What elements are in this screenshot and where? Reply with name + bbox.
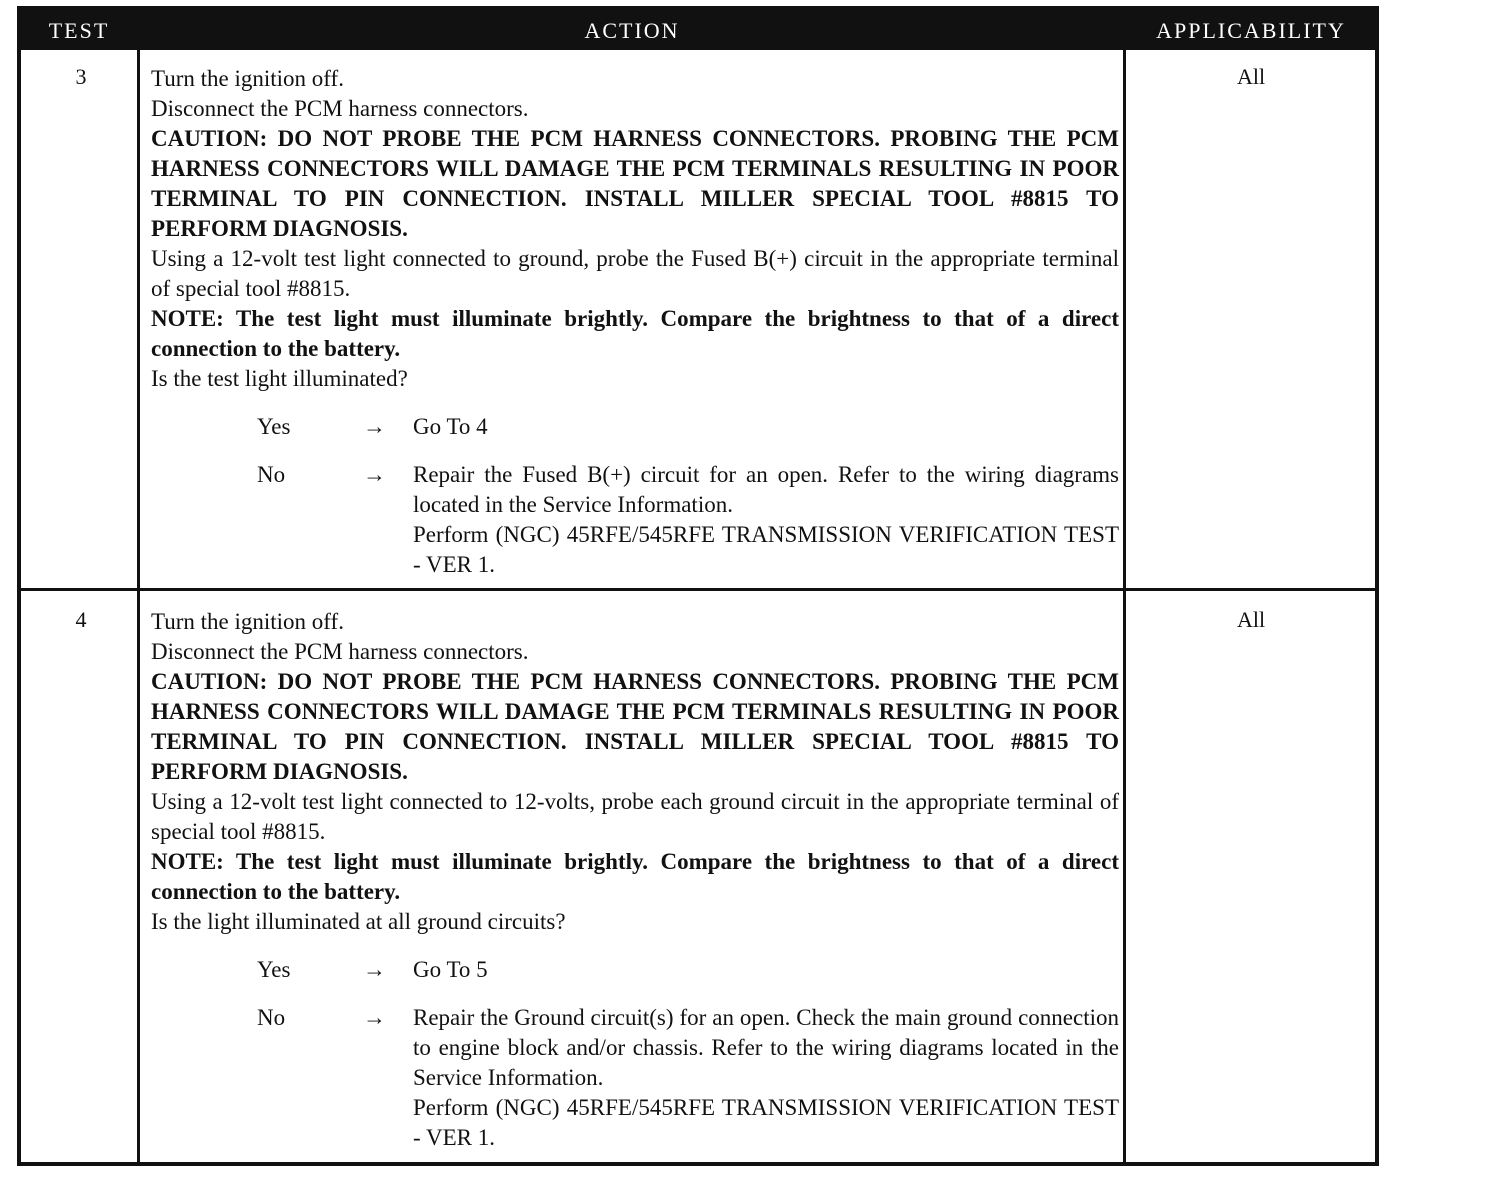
table-header xyxy=(21,10,1375,50)
no-text xyxy=(413,460,1119,580)
caution-text: CAUTION: DO NOT PROBE THE PCM HARNESS CONNECTORS. PROBING THE PCM HARNESS CONNECTORS WILL DAMAGE THE PCM TERMINALS RESULTING IN POOR TERMINAL TO PIN CONNECTION. INSTALL MILLER SPECIAL TOOL #8815 TO PERFORM DIAGNOSIS. xyxy=(151,669,1119,784)
action-cell xyxy=(151,607,1119,1153)
no-text-repair: Repair the Fused B(+) circuit for an open. Refer to the wiring diagrams located in the Service Information. xyxy=(413,462,1119,517)
no-text-repair: Repair the Ground circuit(s) for an open. Check the main ground connection to engine block and/or chassis. Refer to the wiring diagrams located in the Service Information. xyxy=(413,1005,1119,1090)
header-action: ACTION xyxy=(584,18,680,43)
no-label: No xyxy=(257,1005,286,1030)
test-number: 4 xyxy=(75,607,87,632)
instruction-text: Using a 12-volt test light connected to 12-volts, probe each ground circuit in the appropriate terminal of special tool #8815. xyxy=(151,789,1119,844)
applicability-cell: All xyxy=(1236,607,1266,632)
action-line: Turn the ignition off. xyxy=(151,609,344,634)
no-branch xyxy=(151,1003,1119,1153)
no-label: No xyxy=(257,462,286,487)
column-divider xyxy=(1123,50,1126,1162)
action-line: Turn the ignition off. xyxy=(151,66,344,91)
no-text-perform: Perform (NGC) 45RFE/545RFE TRANSMISSION VERIFICATION TEST - VER 1. xyxy=(413,1095,1119,1150)
instruction-text: Using a 12-volt test light connected to ground, probe the Fused B(+) circuit in the appropriate terminal of special tool #8815. xyxy=(151,246,1119,301)
no-text xyxy=(413,1003,1119,1153)
arrow-icon: → xyxy=(363,414,386,439)
diagnostic-table xyxy=(17,6,1379,1166)
no-text-perform: Perform (NGC) 45RFE/545RFE TRANSMISSION VERIFICATION TEST - VER 1. xyxy=(413,522,1119,577)
column-divider xyxy=(137,50,140,1162)
test-number: 3 xyxy=(75,64,87,89)
row-divider xyxy=(21,588,1375,591)
action-line: Disconnect the PCM harness connectors. xyxy=(151,639,529,664)
arrow-icon: → xyxy=(363,1005,386,1030)
yes-text: Go To 5 xyxy=(413,957,488,982)
no-branch xyxy=(151,460,1119,580)
yes-label: Yes xyxy=(257,414,291,439)
question-text: Is the light illuminated at all ground circuits? xyxy=(151,909,566,934)
note-text: NOTE: The test light must illuminate brightly. Compare the brightness to that of a direct connection to the battery. xyxy=(151,849,1119,904)
yes-branch xyxy=(151,412,1119,442)
yes-branch xyxy=(151,955,1119,985)
action-line: Disconnect the PCM harness connectors. xyxy=(151,96,529,121)
applicability-cell: All xyxy=(1236,64,1266,89)
question-text: Is the test light illuminated? xyxy=(151,366,408,391)
arrow-icon: → xyxy=(363,462,386,487)
header-test: TEST xyxy=(48,18,110,43)
yes-text: Go To 4 xyxy=(413,414,488,439)
caution-text: CAUTION: DO NOT PROBE THE PCM HARNESS CONNECTORS. PROBING THE PCM HARNESS CONNECTORS WILL DAMAGE THE PCM TERMINALS RESULTING IN POOR TERMINAL TO PIN CONNECTION. INSTALL MILLER SPECIAL TOOL #8815 TO PERFORM DIAGNOSIS. xyxy=(151,126,1119,241)
header-applicability: APPLICABILITY xyxy=(1156,18,1346,43)
yes-label: Yes xyxy=(257,957,291,982)
note-text: NOTE: The test light must illuminate brightly. Compare the brightness to that of a direct connection to the battery. xyxy=(151,306,1119,361)
arrow-icon: → xyxy=(363,957,386,982)
action-cell xyxy=(151,64,1119,580)
